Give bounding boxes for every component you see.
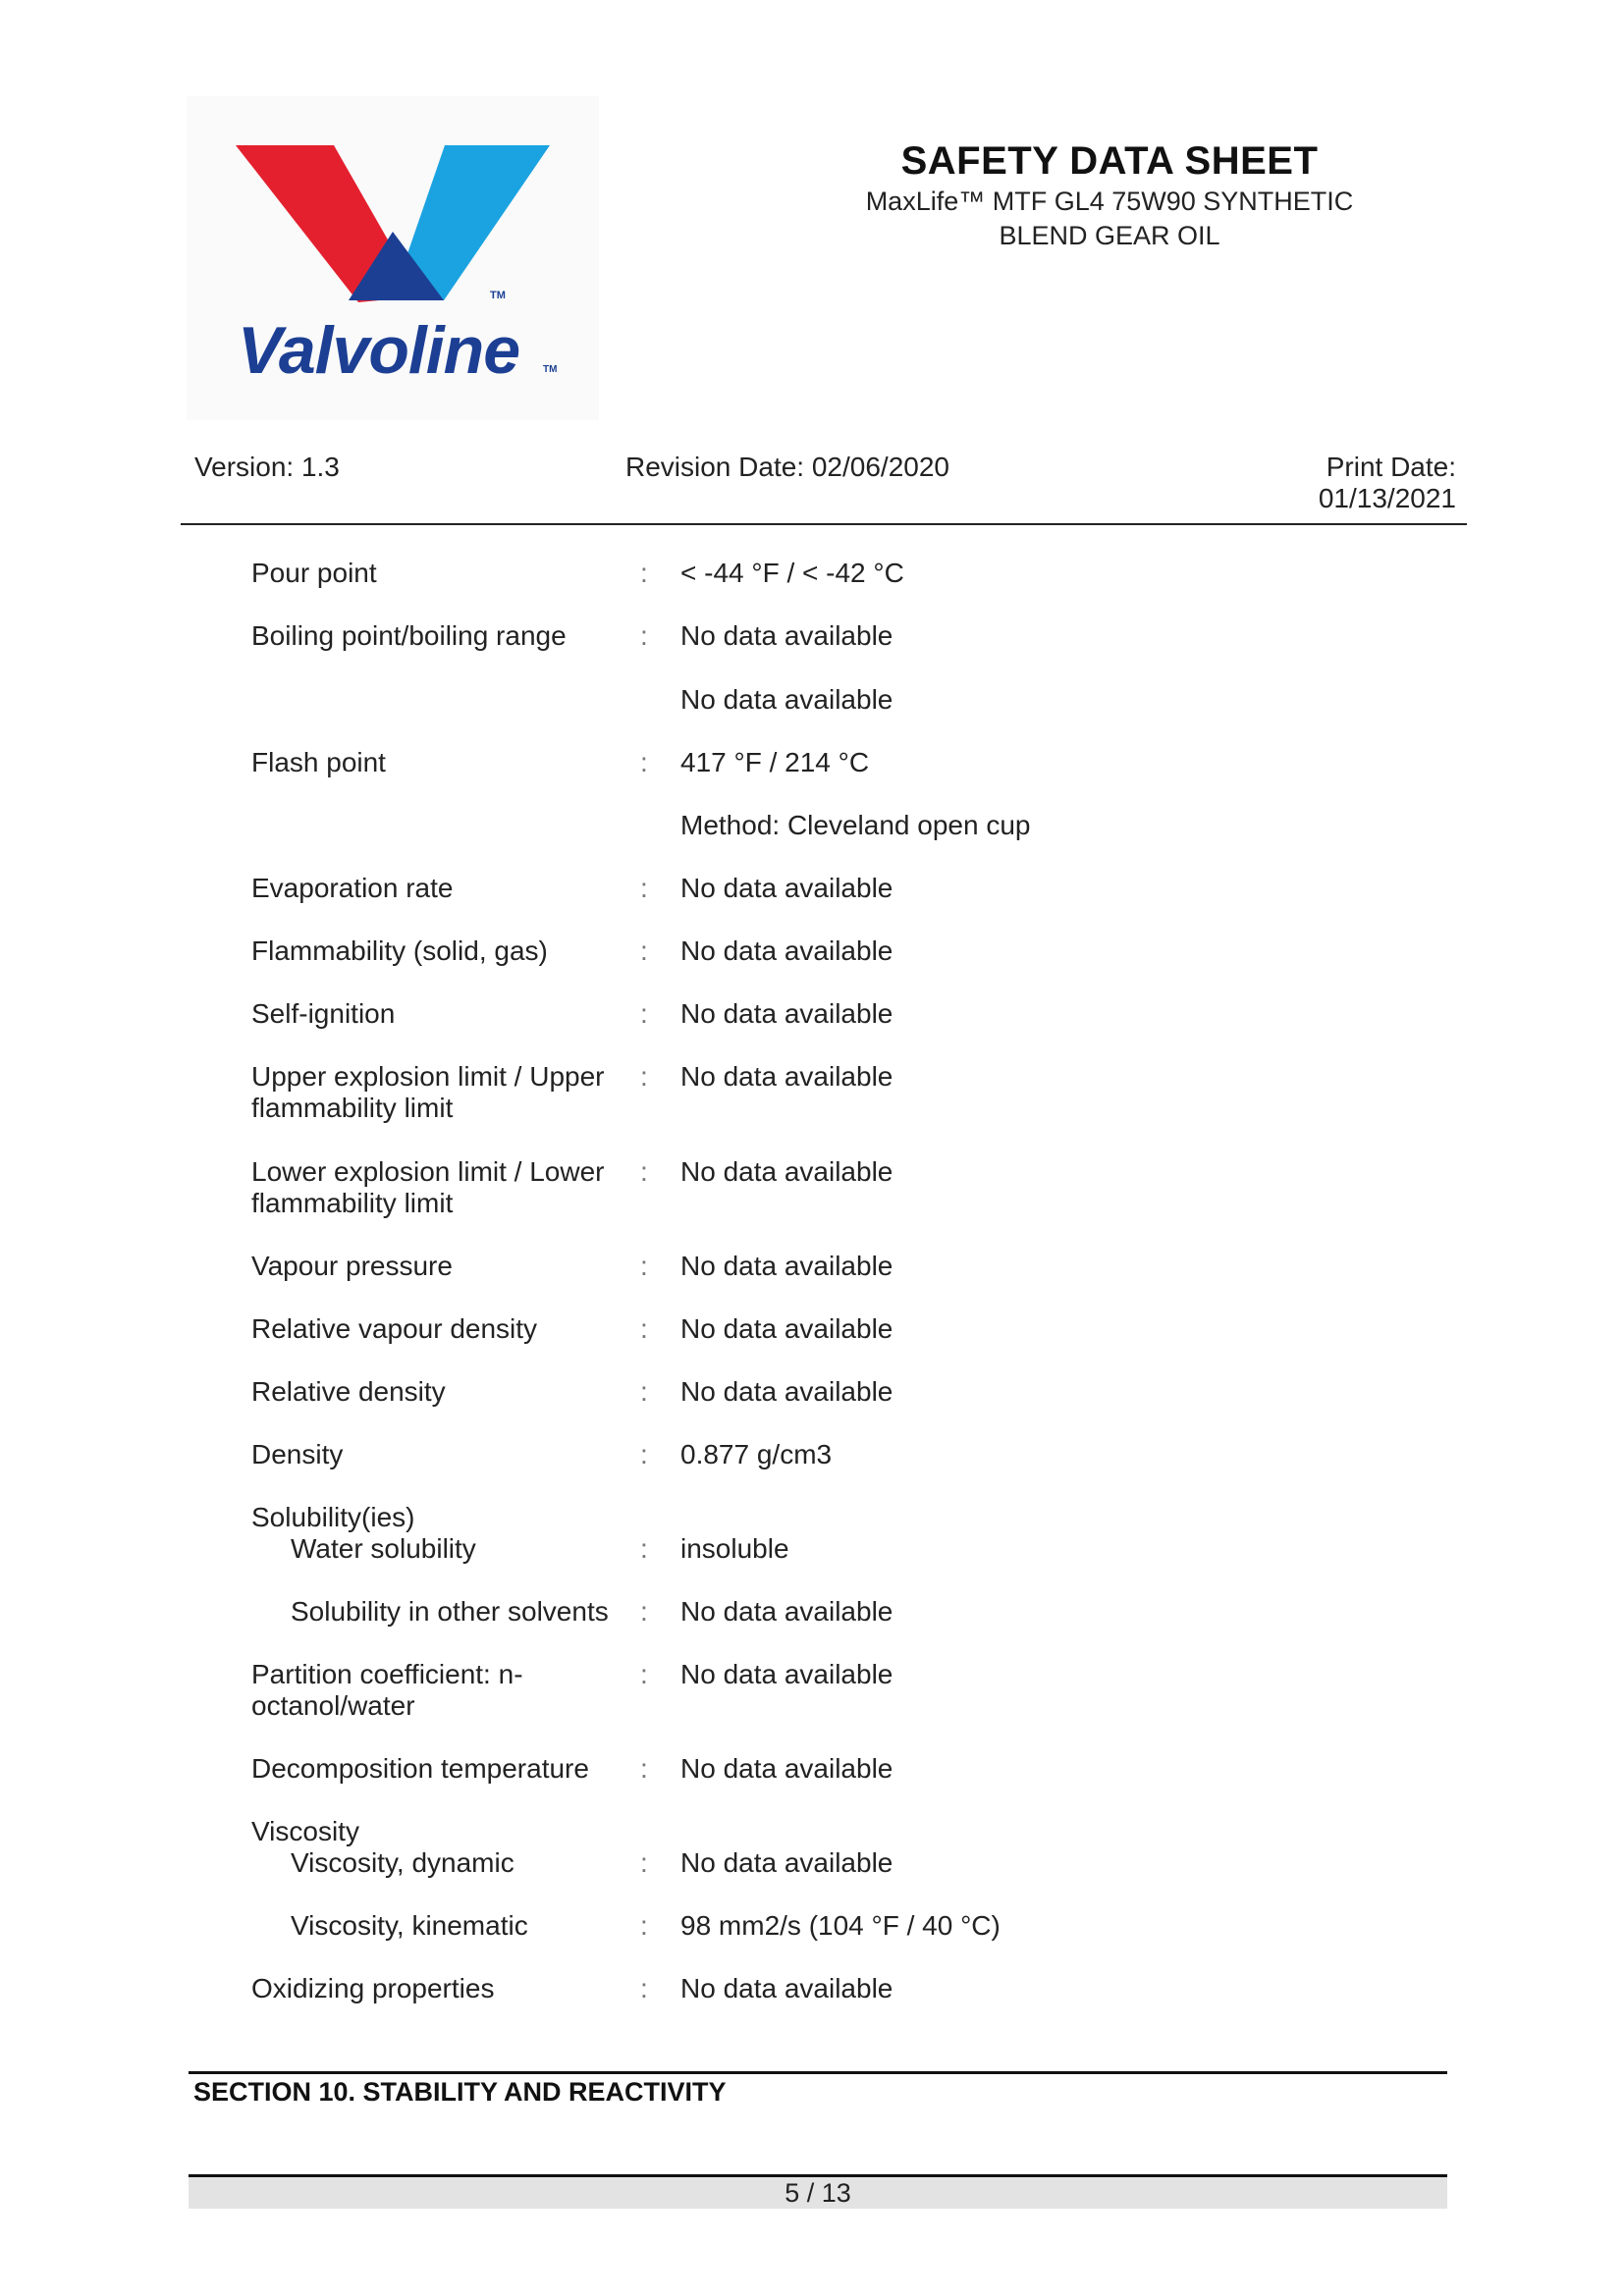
- property-label-line2: flammability limit: [251, 1188, 454, 1218]
- property-value: No data available: [680, 935, 893, 966]
- property-colon: :: [640, 1376, 648, 1407]
- property-label: Decomposition temperature: [251, 1753, 589, 1784]
- page-number: 5 / 13: [785, 2178, 851, 2208]
- property-value: 98 mm2/s (104 °F / 40 °C): [680, 1910, 1001, 1941]
- property-colon: :: [640, 558, 648, 588]
- property-label: Flammability (solid, gas): [251, 935, 548, 966]
- property-colon: :: [640, 873, 648, 903]
- property-colon: :: [640, 1596, 648, 1627]
- property-label: Relative density: [251, 1376, 446, 1407]
- property-label: Density: [251, 1439, 344, 1469]
- property-value: Method: Cleveland open cup: [680, 810, 1031, 840]
- valvoline-wordmark: Valvoline: [238, 313, 520, 388]
- property-value: No data available: [680, 1313, 893, 1344]
- property-label: Viscosity, dynamic: [291, 1847, 514, 1878]
- property-value: No data available: [680, 998, 893, 1029]
- property-label: Oxidizing properties: [251, 1973, 495, 2003]
- property-label-line1: Partition coefficient: n-: [251, 1659, 523, 1689]
- property-label-line2: flammability limit: [251, 1093, 454, 1123]
- product-name-line2: BLEND GEAR OIL: [999, 221, 1220, 250]
- property-colon: :: [640, 620, 648, 651]
- property-colon: :: [640, 1973, 648, 2003]
- property-value: No data available: [680, 1061, 893, 1092]
- property-label: [251, 1156, 624, 1219]
- property-label: [251, 1061, 624, 1124]
- property-colon: :: [640, 747, 648, 777]
- property-value: No data available: [680, 1156, 893, 1187]
- svg-text:TM: TM: [490, 290, 506, 301]
- property-colon: :: [640, 1251, 648, 1281]
- property-colon: :: [640, 935, 648, 966]
- svg-text:TM: TM: [543, 364, 558, 375]
- property-value: No data available: [680, 1251, 893, 1281]
- property-label: Self-ignition: [251, 998, 396, 1029]
- property-value: No data available: [680, 1973, 893, 2003]
- property-value: No data available: [680, 1376, 893, 1407]
- property-label-line2: octanol/water: [251, 1690, 415, 1721]
- property-label: Flash point: [251, 747, 386, 777]
- property-colon: :: [640, 1753, 648, 1784]
- print-date-label: Print Date:: [1326, 452, 1456, 482]
- property-label-line1: Upper explosion limit / Upper: [251, 1061, 605, 1092]
- section-title: SECTION 10. STABILITY AND REACTIVITY: [193, 2077, 727, 2107]
- property-colon: :: [640, 1439, 648, 1469]
- property-colon: :: [640, 1313, 648, 1344]
- property-label: Boiling point/boiling range: [251, 620, 567, 651]
- property-value: < -44 °F / < -42 °C: [680, 558, 904, 588]
- print-date: [1220, 452, 1456, 514]
- property-value: insoluble: [680, 1533, 789, 1564]
- property-value: No data available: [680, 684, 893, 715]
- property-value: No data available: [680, 1847, 893, 1878]
- property-label: Viscosity, kinematic: [291, 1910, 528, 1941]
- section-divider: [189, 2071, 1447, 2074]
- property-colon: :: [640, 1533, 648, 1564]
- property-colon: :: [640, 1659, 648, 1689]
- property-label: Evaporation rate: [251, 873, 454, 903]
- property-value: No data available: [680, 620, 893, 651]
- property-colon: :: [640, 1061, 648, 1092]
- property-label: Solubility in other solvents: [291, 1596, 609, 1627]
- property-label: Water solubility: [291, 1533, 476, 1564]
- property-value: 417 °F / 214 °C: [680, 747, 870, 777]
- property-label: Pour point: [251, 558, 377, 588]
- property-colon: :: [640, 998, 648, 1029]
- document-title: SAFETY DATA SHEET: [900, 139, 1319, 183]
- property-label-line1: Lower explosion limit / Lower: [251, 1156, 605, 1187]
- property-colon: :: [640, 1910, 648, 1941]
- property-value: No data available: [680, 873, 893, 903]
- version: Version: 1.3: [194, 452, 340, 482]
- valvoline-logo-graphic: [187, 96, 599, 420]
- revision-date: Revision Date: 02/06/2020: [625, 452, 949, 482]
- property-colon: :: [640, 1156, 648, 1187]
- property-value: No data available: [680, 1596, 893, 1627]
- property-value: No data available: [680, 1659, 893, 1689]
- property-value: No data available: [680, 1753, 893, 1784]
- property-value: 0.877 g/cm3: [680, 1439, 833, 1469]
- product-name-line1: MaxLife™ MTF GL4 75W90 SYNTHETIC: [865, 187, 1354, 216]
- property-label: Relative vapour density: [251, 1313, 538, 1344]
- valvoline-logo: [187, 96, 599, 420]
- print-date-value: 01/13/2021: [1318, 483, 1456, 513]
- property-colon: :: [640, 1847, 648, 1878]
- property-label: Vapour pressure: [251, 1251, 453, 1281]
- document-title-block: [776, 139, 1443, 252]
- property-label: Viscosity: [251, 1816, 359, 1846]
- property-label: [251, 1659, 624, 1722]
- property-label: Solubility(ies): [251, 1502, 415, 1532]
- header-divider: [181, 523, 1467, 525]
